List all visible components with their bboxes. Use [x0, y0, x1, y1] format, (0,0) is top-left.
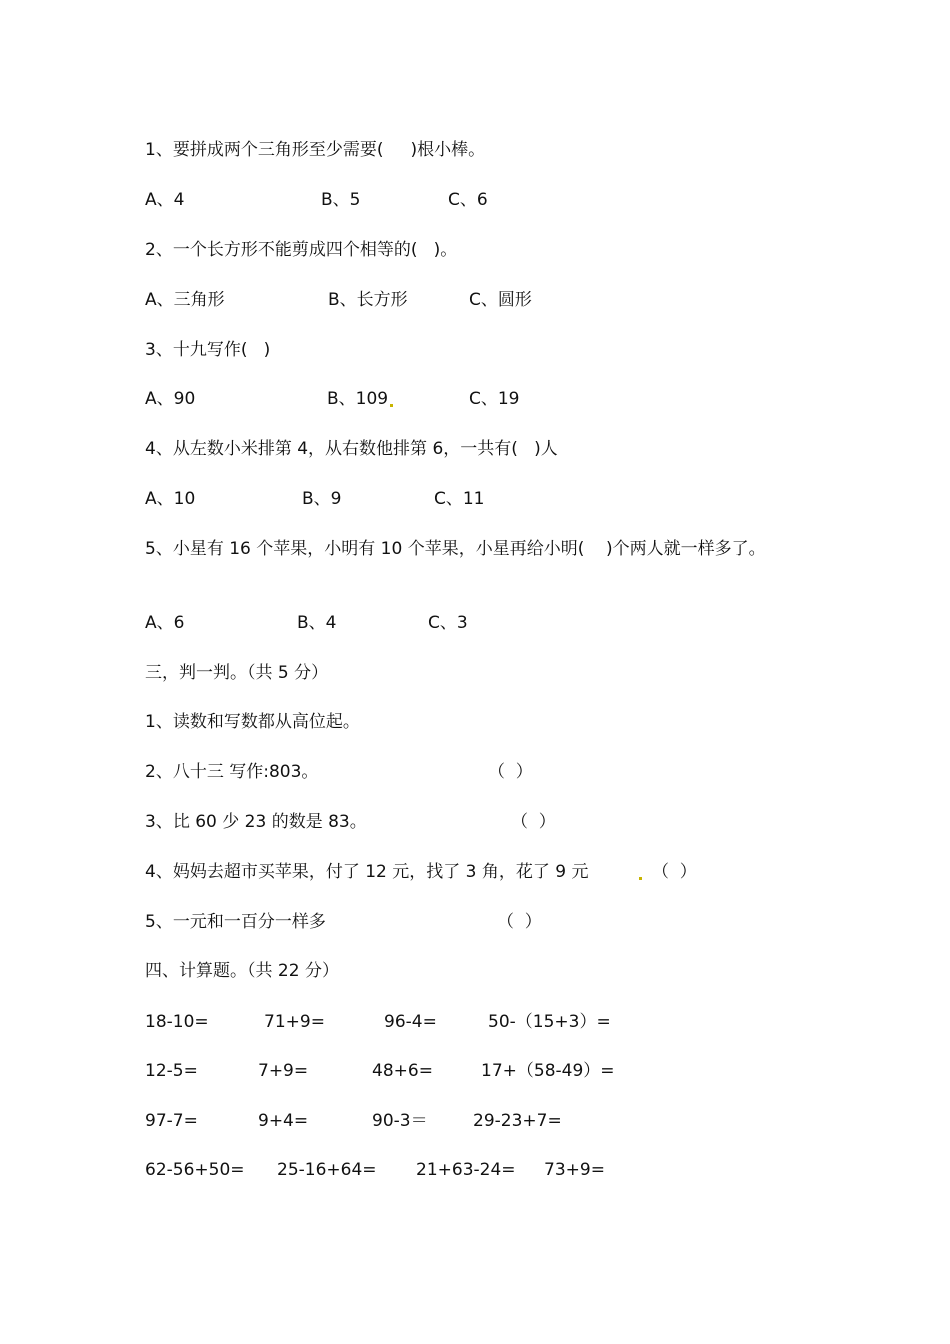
judge-item-3: 3、比 60 少 23 的数是 83。 [145, 812, 367, 832]
calc-item: 7+9= [258, 1061, 309, 1081]
q2-option-b: B、长方形 [328, 290, 408, 310]
calc-heading: 四、计算题。（共 22 分） [145, 961, 339, 981]
question-5: 5、小星有 16 个苹果，小明有 10 个苹果，小星再给小明( )个两人就一样多了。 [145, 539, 766, 559]
calc-item: 73+9= [544, 1160, 605, 1180]
calc-item: 62-56+50= [145, 1160, 245, 1180]
ink-speck [390, 404, 393, 407]
judge-item-2: 2、八十三 写作:803。 [145, 762, 319, 782]
q4-option-a: A、10 [145, 489, 196, 509]
judge-item-3-blank: （ ） [511, 812, 556, 832]
ink-speck [639, 877, 642, 880]
calc-item: 48+6= [372, 1061, 433, 1081]
calc-item: 21+63-24= [416, 1160, 516, 1180]
question-1: 1、要拼成两个三角形至少需要( )根小棒。 [145, 140, 486, 160]
q1-option-b: B、5 [321, 190, 361, 210]
calc-item: 97-7= [145, 1111, 198, 1131]
calc-item: 96-4= [384, 1012, 437, 1032]
judge-item-1: 1、读数和写数都从高位起。 [145, 712, 360, 732]
calc-item: 29-23+7= [473, 1111, 562, 1131]
judge-item-2-blank: （ ） [488, 762, 533, 782]
judge-item-4: 4、妈妈去超市买苹果，付了 12 元，找了 3 角，花了 9 元 [145, 862, 589, 882]
q5-option-b: B、4 [297, 613, 337, 633]
q5-option-c: C、3 [428, 613, 468, 633]
question-4: 4、从左数小米排第 4，从右数他排第 6，一共有( )人 [145, 439, 558, 459]
calc-item: 71+9= [264, 1012, 325, 1032]
judge-item-5: 5、一元和一百分一样多 [145, 912, 326, 932]
q4-option-c: C、11 [434, 489, 485, 509]
calc-item: 12-5= [145, 1061, 198, 1081]
q1-option-c: C、6 [448, 190, 488, 210]
calc-item: 50-（15+3）= [488, 1012, 611, 1032]
judge-item-4-blank: （ ） [652, 862, 697, 882]
judge-heading: 三，判一判。（共 5 分） [145, 663, 329, 683]
question-2: 2、一个长方形不能剪成四个相等的( )。 [145, 240, 458, 260]
calc-item: 25-16+64= [277, 1160, 377, 1180]
q3-option-c: C、19 [469, 389, 520, 409]
q1-option-a: A、4 [145, 190, 185, 210]
q3-option-b: B、109 [327, 389, 389, 409]
q2-option-c: C、圆形 [469, 290, 532, 310]
calc-item: 17+（58-49）= [481, 1061, 615, 1081]
calc-item: 9+4= [258, 1111, 309, 1131]
q4-option-b: B、9 [302, 489, 342, 509]
q2-option-a: A、三角形 [145, 290, 225, 310]
calc-item: 90-3＝ [372, 1111, 428, 1131]
q3-option-a: A、90 [145, 389, 196, 409]
q5-option-a: A、6 [145, 613, 185, 633]
calc-item: 18-10= [145, 1012, 209, 1032]
question-3: 3、十九写作( ) [145, 340, 271, 360]
judge-item-5-blank: （ ） [497, 912, 542, 932]
